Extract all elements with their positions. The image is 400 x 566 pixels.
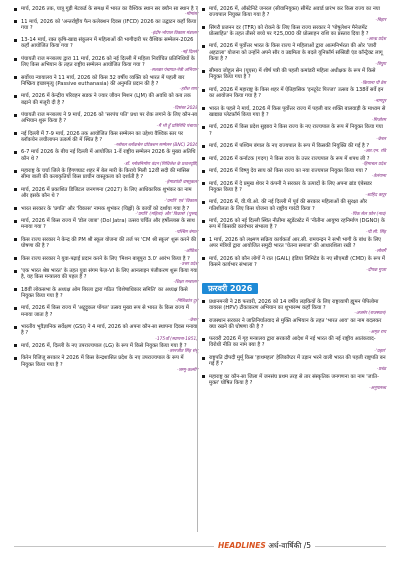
list-item [202,6,386,23]
bullet [202,182,205,185]
answer-text: -हेमाडपंती वास्तुकला [165,180,198,186]
question-text: मार्च, 2026 में पश्चिम बंगाल के नए राज्यपाल के रूप में किसकी नियुक्ति की गई है ? [209,143,370,150]
list-item [202,106,386,123]
bullet [202,26,205,29]
bullet [202,357,205,360]
list-item [14,187,198,204]
question-text: मार्च, 2026 में महाराष्ट्र के किस शहर में ऐतिहासिक 'इनटूरेट पिज्जा' उत्सव के 138वें सर्वे इन का आयोजन किया गया है ? [209,86,384,100]
bullet [14,20,17,23]
answer-text: -त्रिपुरा [375,61,386,67]
answer-text: -निशिकांत दुबे [175,299,198,305]
answer-text: -आर.एन. रवि [363,149,386,155]
list-item [14,287,198,304]
bullet [202,170,205,173]
list-item [14,93,198,110]
section-title: फ़रवरी 2026 [202,283,258,294]
answer-text: -175वाँ (स्थापना-1851) [155,336,198,342]
list-item [202,355,386,372]
bullet [202,338,205,341]
answer-text: -नई दिल्ली [180,49,198,55]
question-text: 6-7 मार्च 2026 के बीच नई दिल्ली में आयोजित 1-वें राष्ट्रीय सम्मेलन 2026 के मुख्य अतिथि कौन थे ? [21,149,196,162]
question-text: 11 मार्च, 2026 को 'अन्तर्राष्ट्रीय फैन कलेक्शन दिवस (IFCD) 2026 का उद्घाटन कहाँ किया गया ? [21,18,197,31]
question-text: महाराष्ट्र का कौन-सा जिला में जनसंघ प्रथम तरह से तार संस्कृतिक जनगणना का नाम 'जाति-मुक्त' घोषित किया है ? [209,373,379,386]
bullet [14,114,17,117]
left-column [14,6,198,374]
question-text: राष्ट्रपति द्रौपदी मुर्मू किस 'हाथमहल' हेलिकॉप्टर में उड़ान भरने वाली भारत की पहली राष्ट्रपति बन गई हैं ? [209,354,386,368]
section-heading [202,276,386,295]
question-text: 'एक भारत श्रेष्ठ भारत' के तहत युवा संगम फेज़-VI के लिए आनलाइन पंजीकरण शुरू किया गया है, यह किस मन्त्रालय की पहल है ? [21,268,198,281]
footer-title: अर्ध-वार्षिकी [268,541,302,550]
question-text: मार्च, 2026 में किस राज्य में 'डोल जात्रा' (Dol Jatra) उत्सव चर्चित और हर्षोल्लास के साथ मनाया गया ? [21,218,195,231]
list-item [202,299,386,316]
bullet [202,157,205,160]
question-text: राजस्थान सरकार ने जातिनिर्यातवाद से मुक्ति अभियान के तहत 'भारत आय' का नाम बदलकर क्या रखने की घोषणा की है ? [209,317,382,330]
bullet [14,257,17,260]
question-text: नई दिल्ली में 7-9 मार्च, 2026 तक आयोजित किस सम्मेलन का उद्देश्य वैश्विक स्तर पर ब्लॉकचेन लचीलापन उत्कर्ष की में स्थित है ? [21,130,183,143]
answer-text: -दिसंबर 2028 [173,105,198,111]
bullet [202,126,205,129]
list-item [14,37,198,54]
answer-text: -डॉ. ग्लोबनिर्माण वंदन (मिथिलेश के प्रधानदृष्टि) [123,161,198,167]
bullet [202,257,205,260]
answer-text: -मैं भी हूँ प्रतिनिधि पंचायत [156,124,198,130]
list-item [202,143,386,154]
answer-text: -'प्रहार' [374,348,386,354]
answer-text: -अमृत राय [369,329,386,335]
question-text: 13-14 मार्च, रक्त कृषि-खाद्य संकुलन में महिलाओं की भागीदारी पर वैश्विक सम्मेलन-2026 कहाँ आयोजित किया गया ? [21,37,194,50]
question-text: 18वीं लोकसभा के अध्यक्ष ओम बिरला द्वारा गठित 'विशेषाधिकार समिति' का अध्यक्ष किसे नियुक्त किया गया है ? [21,286,188,299]
bullet [14,238,17,241]
list-item [14,324,198,341]
question-text: किस राज्य सरकार ने केन्द्र की PM श्री स्कूल योजना की तर्ज पर 'CM श्री स्कूल' शुरू करने की घोषणा की है ? [21,236,197,249]
answer-text: -'प्रगति' एवं 'विकास' [164,199,198,205]
question-text: मार्च, 2026 में केन्द्रीय परिवहन सडक ने ज्यार जीवन मिशन (LJM) की अवधि को कब तक बढ़ाने की मंजूरी दी है ? [21,93,191,106]
bullet [14,288,17,291]
question-text: मार्च, 2026 में, वी.पी.ओ. की नई दिल्ली में पूर्व की सरकार महिलाओं की सुरक्षा और गतिशीलता के लिए किस योजना को राष्ट्रीय गारंटी किया ? [209,199,367,212]
question-text: मार्च, 2026 तक, यात्रू गुड़ी मेटकर्ड के समक्ष में भारत का वैश्विक स्थान सर क्यौन सा स्थान है ? [21,6,198,12]
list-item [202,181,386,198]
list-item [202,237,386,254]
list-item [202,87,386,104]
bullet [202,201,205,204]
bullet [14,207,17,210]
answer-text: -सशक्त पंचायत-नेत्री अभियान [150,68,198,74]
bullet [14,270,17,273]
question-text: मार्च, 2026 में किस प्रदेश सुझाव ने किस राज्य के नए राज्यपाल के रूप में नियुक्त किया गया ? [209,124,383,137]
list-item [14,131,198,148]
bullet [14,58,17,61]
question-text: किस राज्य सरकार ने युवा-पढ़ाई प्रदान करने के लिए 'मिशन बाबूपुरा 3.0' आरंभ किया है ? [21,255,190,262]
list-item [202,25,386,42]
answer-text: -हिमाचल प्रदेश [362,161,386,167]
question-text: भारत के पहले ने मार्च, 2026 में किस पूर्वोत्तर राज्य में पहली बार शक्ति बालवाड़ी के माध्यम से खाद्यान्न प्लेटफ़ॉर्म किया गया है ? [209,105,386,118]
bullet [14,76,17,79]
answer-text: -तरनजीत सिंह संधू [167,349,198,355]
list-item [202,43,386,66]
bullet [202,375,205,378]
bullet [14,132,17,135]
answer-text: -शाहिद कपूर [365,193,386,199]
question-text: प्रधानमन्त्री ने 28 फरवरी, 2026 को 14 वर्षीय लड़कियों के लिए राष्ट्रव्यापी ह्यूमन पेपिलोमा वायरस (HPV) टीकाकरण अभियान का शुभारम्भ कहाँ किया ? [209,298,379,311]
bullet [14,188,17,191]
bullet [14,307,17,310]
bullet [14,8,17,11]
bullet [202,319,205,322]
list-item [202,374,386,391]
list-item [14,237,198,254]
question-text: मार्च, 2026 में कर्नाटक (गदग) ने किस राज्य के उत्तर राज्यपाल के रूप में शपथ ली ? [209,155,370,162]
list-item [14,256,198,267]
answer-text: -लोचगैं [375,249,386,255]
question-text: मार्च, 2026 में विष्णु देव साय को किस राज्य का नया राज्यपाल नियुक्त किया गया ? [209,168,368,175]
bullet [14,357,17,360]
question-text: मार्च, 2026 में, दिल्ली के नए उपराज्यपाल (LG) के रूप में किसे नियुक्त किया गया है ? [21,342,187,349]
list-item [202,68,386,85]
list-item [14,343,198,354]
bullet [202,70,205,73]
bullet [14,39,17,42]
question-text: सीमाव जोहूल सेन (यूएस) में शीर्ष पत्री की पहली कमांडरी महिला अधीक्षक के रूप में किसे नियुक्त किया गया है ? [209,68,376,81]
answer-text: -मीमांसा [184,12,198,18]
answer-text: -शिक्षा मन्त्रालय [173,280,198,286]
list-item [202,336,386,353]
bullet [14,344,17,347]
answer-text: -आन्ध्र प्रदेश [366,37,386,43]
answer-text: -मिजोरम [371,117,386,123]
bullet [14,220,17,223]
question-text: मार्च, 2026 को नई दिल्ली स्थित नीतीमा स्टूडेंटस्टेट में 'नीतीना आयुष्य रहनिर्माण (DGNO) के रूप में किसकी कार्यभार संभाला है ? [209,218,385,231]
bullet [14,95,17,98]
list-item [14,305,198,322]
list-item [14,355,198,372]
answer-text: -पिंक सेल फ़ोन (नाव) [350,211,386,217]
answer-text: -हरीश राणा [179,86,198,92]
answer-text: -पश्चिम बंगाल [175,230,198,236]
footer-brand: HEADLINES [218,541,266,550]
bullet [202,8,205,11]
bullet [202,107,205,110]
question-text: मार्च, 2026 में दे प्रमुख शेयर ने कंपनी ने सरकार के उत्पादों के लिए अपना ब्रांड एंबेसडर नियुक्त किया है ? [209,180,372,193]
answer-text: -उत्तर प्रदेश [179,261,198,267]
question-text: सर्वोच्च न्यायालय ने 11 मार्च, 2026 को किस 32 वर्षीय व्यक्ति को भारत में पहली बार निष्क्रिय इच्छामृत्यु (Passive euthanasia) की अनुमति प्रदान की है ? [21,74,185,87]
list-item [202,156,386,167]
list-item [202,256,386,273]
question-text: मार्च, 2026 में किस राज्य में 'अटुट्टुकल पोंगल' उत्सव मुख्य रूप से भारत के किस राज्य में मनाया जाता है ? [21,305,189,318]
list-item [202,199,386,216]
bullet [14,170,17,173]
list-item [202,168,386,179]
question-text: पंचायती राज मन्त्रालय ने 9 मार्च, 2026 को 'सरपंच पति' प्रथा पर रोक लगाने के लिए कौन-सा अभियान शुरू किया है ? [21,112,198,125]
page-footer [0,536,400,566]
answer-text: -नागपुर [374,99,386,105]
question-text: 1 मार्च, 2026 को लक्ष्मण सक्रिय कार्यकर्ता आर.सी. रामचन्द्रन ने सभी भागी के बांध के लिए अपर मंत्रियों द्वारा आयोजित समुद्री भारत 'चेतना समाज' की आधारशिला रखी ? [209,236,382,249]
answer-text: -बिहार [375,18,386,24]
question-text: भारत सरकार के 'प्रगति' और 'विकास' नामक शुभंकर (चिह्नों) के कार्यों को दर्शाया गया है ? [21,205,190,212]
list-item [202,124,386,141]
list-item [14,268,198,285]
answer-text: -जम्मू-कश्मीर [176,367,198,373]
question-text: महाराष्ट्र के चर्चा जिले के हिंगणघाट शहर में बेल मारी के किराये मिली 12वीं सदी की मांसिस सीमा बाली की कलाकृतियों किस प्राचीन वास्तुकला को दर्शाती है ? [21,168,190,181]
answer-text: -कियाना पी डेस [360,80,386,86]
question-text: मार्च, 2026 को कौन लोगों ने रात (GAIL) इंडिया लिमिटेड के नए सीएमडी (CMD) के रूप में किसने कार्यभार संभाला ? [209,255,385,268]
answer-text: -इंदौर-भोपाल विकास मंत्रालय [151,30,198,36]
answer-text: -ओडिशा [184,249,198,255]
list-item [14,75,198,92]
list-item [14,6,198,17]
right-column [202,6,386,392]
answer-text: -प्रचंड [376,367,386,373]
list-item [14,149,198,166]
answer-text: -दीपक गुप्ता [366,267,386,273]
question-text: फरवरी 2026 में गृह मन्त्रालय द्वारा सरकारी आदेश में नई भारत की नई राष्ट्रीय आतंकवाद-विरोधी नीति का नाम क्या है ? [209,336,376,349]
bullet [202,220,205,223]
list-item [202,318,386,335]
question-text: मार्च, 2026 में पूर्वोत्तर भारत के किस राज्य ने महिलाओं द्वारा आत्मनिर्भरता की ओर 'जारी अहटाला' योजना को उन्होंने अपने सौर व उद्यमिता के बदले यूनिफ़ॉर्म सब्सिडी एंड कॉन्ट्रैक्ट लागू किया है ? [209,43,383,62]
answer-text: -ग्लोबल ब्लॉकचेन प्रोटेक्शन सम्मेलन (BNC) 2026 [114,143,198,149]
answer-text: -केरल [188,317,198,323]
list-item [202,218,386,235]
answer-text: -केरल [376,136,386,142]
answer-text: -तेलंगाना [371,174,386,180]
question-text: सिंगरौ प्रजनन दर (TFR) को रोकने के लिए किस राज्य सरकार ने 'पोषुलेशन मैनेजमेंट प्रोत्साहित' के तहत तीसरे बच्चे पर ₹25,000 की प्रोत्साहन राशि का प्रस्ताव दिया है ? [209,24,369,37]
answer-text: -अजमेर (राजस्थान) [354,311,386,317]
column-divider [197,8,198,532]
list-item [14,218,198,235]
question-text: मार्च, 2026 में, ऑस्टेनिटे जनरल (सीवानियुक्त) सीमेंट अवार्ड प्रारंभ कर किस राज्य का नया राज्यपाल नियुक्त किया गया है ? [209,6,380,19]
list-item [14,19,198,36]
question-text: किरेन रिजिजू सरकार ने 2026 में किस केन्द्रशासित प्रदेश के नए उपराज्यपाल के रूप में नियुक्त किया गया है ? [21,355,184,368]
answer-text: -अनुपलब्ध [369,385,386,391]
footer-label [214,539,315,552]
page-number: /5 [303,541,312,550]
question-text: भारतीय भूवैज्ञानिक सर्वेक्षण (GSI) ने 4 मार्च, 2026 को अपना कौन-सा स्थापना दिवस मनाया है ? [21,324,198,337]
bullet [202,45,205,48]
list-item [14,112,198,129]
list-item [14,206,198,217]
question-text: मार्च, 2026 में प्रकाशित डिजिटल जनगणना (2027) के लिए आधिकारिक शुभंकर का नाम और इसके कौन थे ? [21,186,192,200]
list-item [14,168,198,185]
bullet [202,238,205,241]
answer-text: -'प्रगति' (महिला) और 'विकास' (पुरुष) [135,211,198,217]
question-text: पंचायती राज मन्त्रालय द्वारा 11 मार्च, 2026 को नई दिल्ली में महिला निर्वाचित प्रतिनिधियों के लिए किस अभियान के तहत राष्ट्रीय सम्मेलन आयोजित किया गया ? [21,55,195,69]
list-item [14,56,198,73]
answer-text: -पी.सी. सिंह [366,230,386,236]
bullet [202,300,205,303]
footer-rule [14,546,386,547]
bullet [14,151,17,154]
bullet [202,145,205,148]
bullet [202,89,205,92]
bullet [14,326,17,329]
